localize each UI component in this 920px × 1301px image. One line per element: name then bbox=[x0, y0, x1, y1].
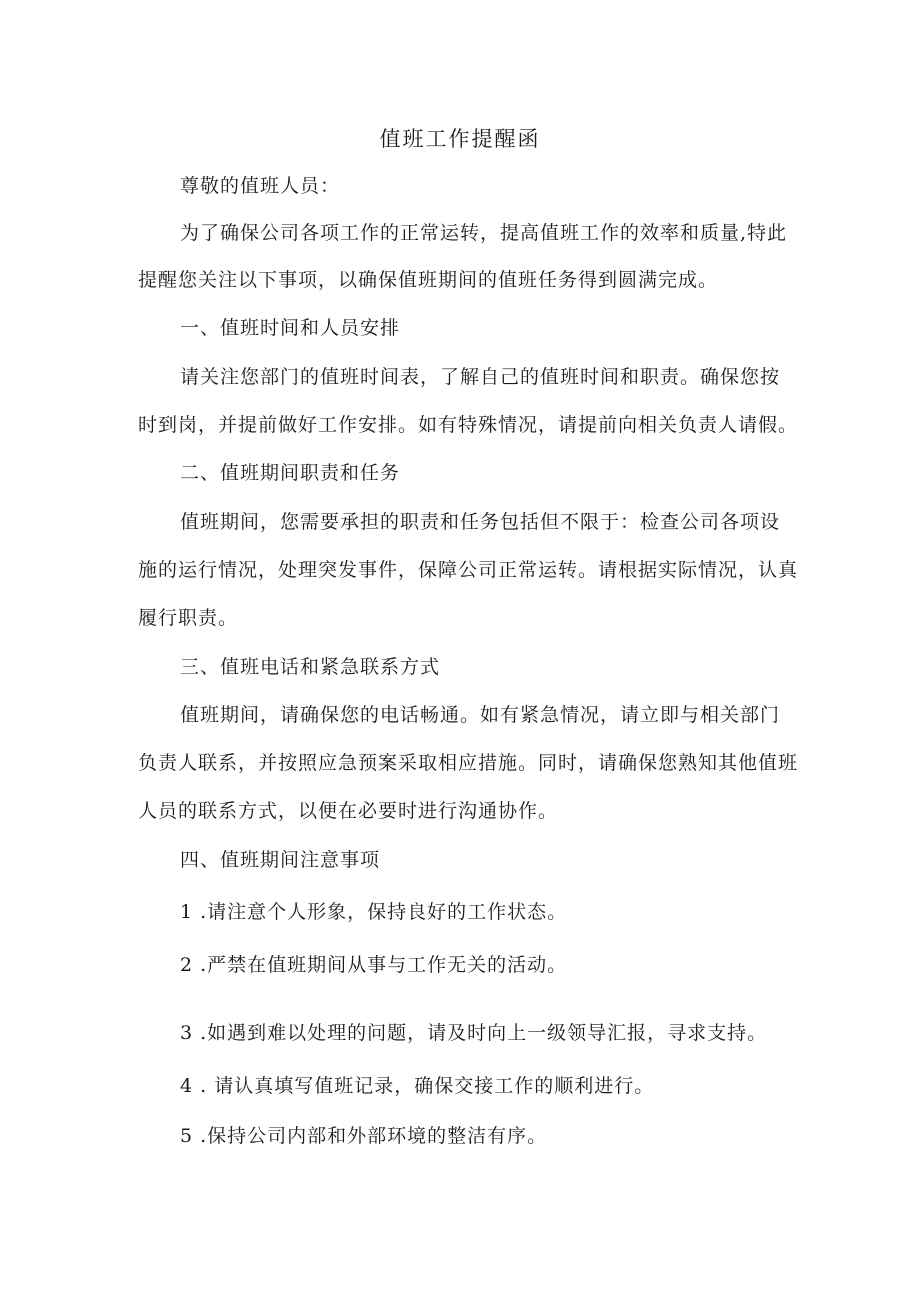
list-item: 1 .请注意个人形象，保持良好的工作状态。 bbox=[180, 901, 568, 923]
section-1-line-1: 请关注您部门的值班时间表，了解自己的值班时间和职责。确保您按 bbox=[180, 366, 781, 388]
section-1-line-2: 时到岗，并提前做好工作安排。如有特殊情况，请提前向相关负责人请假。 bbox=[138, 414, 799, 436]
section-2-line-3: 履行职责。 bbox=[138, 607, 239, 629]
list-item: 4 . 请认真填写值班记录，确保交接工作的顺利进行。 bbox=[180, 1075, 655, 1097]
salutation: 尊敬的值班人员： bbox=[180, 175, 341, 197]
section-2-heading: 二、值班期间职责和任务 bbox=[180, 462, 401, 484]
list-item: 5 .保持公司内部和外部环境的整洁有序。 bbox=[180, 1125, 548, 1147]
section-1-heading: 一、值班时间和人员安排 bbox=[180, 317, 401, 339]
section-2-line-1: 值班期间，您需要承担的职责和任务包括但不限于：检查公司各项设 bbox=[180, 511, 781, 533]
intro-line-2: 提醒您关注以下事项，以确保值班期间的值班任务得到圆满完成。 bbox=[138, 269, 719, 291]
document-title: 值班工作提醒函 bbox=[379, 127, 541, 151]
intro-line-1: 为了确保公司各项工作的正常运转，提高值班工作的效率和质量,特此 bbox=[180, 222, 788, 244]
section-3-line-2: 负责人联系，并按照应急预案采取相应措施。同时，请确保您熟知其他值班 bbox=[138, 752, 799, 774]
section-4-heading: 四、值班期间注意事项 bbox=[180, 849, 381, 871]
section-3-heading: 三、值班电话和紧急联系方式 bbox=[180, 656, 441, 678]
list-item: 3 .如遇到难以处理的问题，请及时向上一级领导汇报，寻求支持。 bbox=[180, 1022, 768, 1044]
section-2-line-2: 施的运行情况，处理突发事件，保障公司正常运转。请根据实际情况，认真 bbox=[138, 559, 799, 581]
section-3-line-3: 人员的联系方式，以便在必要时进行沟通协作。 bbox=[138, 800, 559, 822]
section-3-line-1: 值班期间，请确保您的电话畅通。如有紧急情况，请立即与相关部门 bbox=[180, 704, 781, 726]
list-item: 2 .严禁在值班期间从事与工作无关的活动。 bbox=[180, 954, 568, 976]
